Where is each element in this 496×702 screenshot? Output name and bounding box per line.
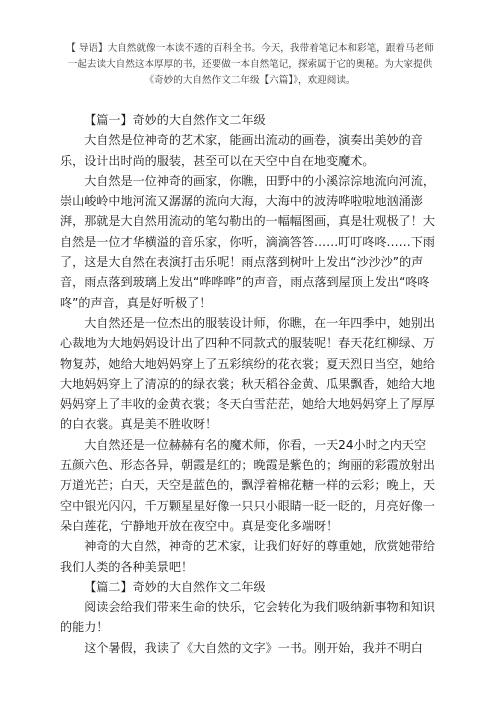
paragraph: 大自然还是一位杰出的服装设计师，你瞧，在一年四季中，她别出心裁地为大地妈妈设计出了四种不同款式的服装呢！春天花红柳绿、万物复苏，她给大地妈妈穿上了五彩缤纷的花衣裳；夏天烈日当空，她给大地妈妈穿上了清凉的的绿衣裳；秋天稻谷金黄、瓜果飘香，她给大地妈妈穿上了丰收的金黄衣裳；冬天白雪茫茫，她给大地妈妈穿上了厚厚的白衣裳。真是美不胜收呀！ (60, 315, 435, 432)
paragraph: 大自然是一位神奇的画家，你瞧，田野中的小溪淙淙地流向河流，崇山峻岭中地河流又潺潺的流向大海，大海中的波涛哗啦啦地汹涌澎湃，那就是大自然用流动的笔勾勒出的一幅幅图画，真是壮观极了！大自然是一位才华横溢的音乐家，你听，滴滴答答……叮叮咚咚……下雨了，这是大自然在表演打击乐呢！雨点落到树叶上发出“沙沙沙”的声音，雨点落到玻璃上发出“哗哗哗”的声音，雨点落到屋顶上发出“咚咚咚”的声音，真是好听极了！ (60, 173, 435, 310)
paragraph: 神奇的大自然，神奇的艺术家，让我们好好的尊重她，欣赏她带给我们人类的各种美景吧！ (60, 539, 435, 574)
section-heading: 【篇二】奇妙的大自然作文二年级 (84, 579, 266, 594)
paragraph: 大自然是位神奇的艺术家，能画出流动的画卷，演奏出美妙的音乐，设计出时尚的服装，甚至可以在天空中自在地变魔术。 (60, 133, 423, 168)
section-heading: 【篇一】奇妙的大自然作文二年级 (84, 113, 266, 127)
paragraph: 大自然还是一位赫赫有名的魔术师，你看，一天24小时之内天空五颜六色、形态各异，朝霞是红的；晚霞是紫色的；绚丽的彩霞放射出万道光芒；白天，天空是蓝色的，飘浮着棉花糖一样的云彩；晚上，天空中银光闪闪，千万颗星星好像一只只小眼睛一眨一眨的，月亮好像一朵白莲花，宁静地开放在夜空中。真是变化多端呀！ (60, 437, 435, 533)
intro-paragraph: 【 导语】大自然就像一本读不透的百科全书。今天，我带着笔记本和彩笔，跟着马老师一起去读大自然这本厚厚的书，还要做一本自然笔记，探索属于它的奥秘。为大家提供《奇妙的大自然作文二年级【六篇】》，欢迎阅读。 (66, 43, 434, 86)
paragraph: 这个暑假，我读了《大自然的文字》一书。刚开始，我并不明白 (84, 640, 423, 655)
article-body (60, 110, 438, 658)
paragraph: 阅读会给我们带来生命的快乐，它会转化为我们吸纳新事物和知识的能力！ (60, 600, 435, 635)
